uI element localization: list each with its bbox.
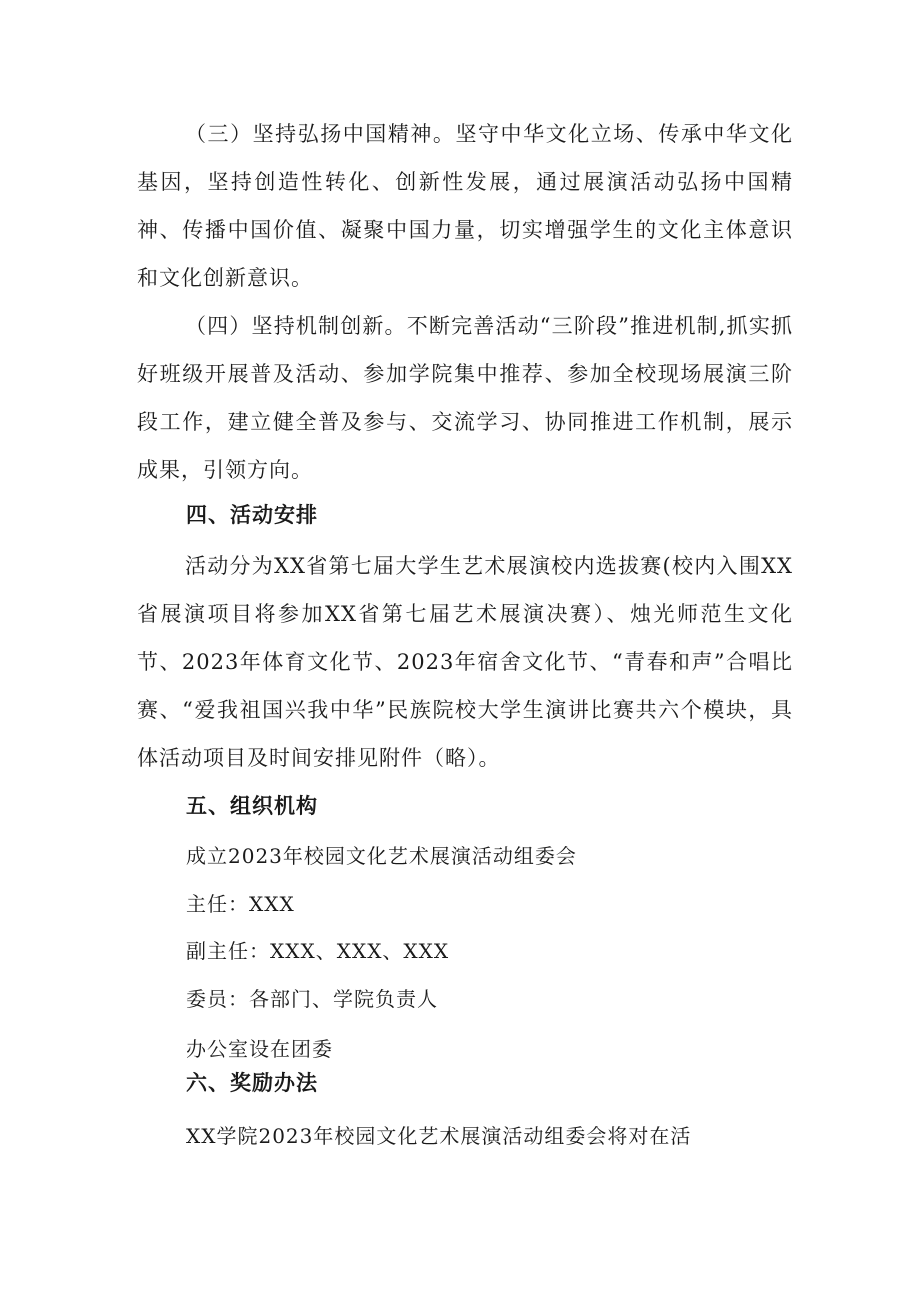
heading-activity-arrangement: 四、活动安排 [186,503,318,527]
org-line-committee: 成立2023年校园文化艺术展演活动组委会 [186,844,577,868]
paragraph-principle-four: （四）坚持机制创新。不断完善活动“三阶段”推进机制,抓实抓好班级开展普及活动、参加学院集中推荐、参加全校现场展演三阶段工作，建立健全普及参与、交流学习、协同推进工作机制，展示成果，引领方向。 [137,314,793,482]
heading-rewards: 六、奖励办法 [186,1071,318,1095]
paragraph-rewards: XX学院2023年校园文化艺术展演活动组委会将对在活 [186,1124,692,1148]
heading-organization: 五、组织机构 [186,794,318,818]
paragraph-activity-arrangement: 活动分为XX省第七届大学生艺术展演校内选拔赛(校内入围XX省展演项目将参加XX省第七届艺术展演决赛）、烛光师范生文化节、2023年体育文化节、2023年宿舍文化节、“青春和声”合唱比赛、“爱我祖国兴我中华”民族院校大学生演讲比赛共六个模块，具体活动项目及时间安排见附件（略）。 [137,554,793,770]
org-line-director: 主任：XXX [186,892,295,916]
paragraph-principle-three: （三）坚持弘扬中国精神。坚守中华文化立场、传承中华文化基因，坚持创造性转化、创新性发展，通过展演活动弘扬中国精神、传播中国价值、凝聚中国力量，切实增强学生的文化主体意识和文化创新意识。 [137,122,793,290]
org-line-members: 委员：各部门、学院负责人 [186,987,438,1011]
org-line-office: 办公室设在团委 [186,1037,333,1061]
org-line-deputy-director: 副主任：XXX、XXX、XXX [186,939,450,963]
